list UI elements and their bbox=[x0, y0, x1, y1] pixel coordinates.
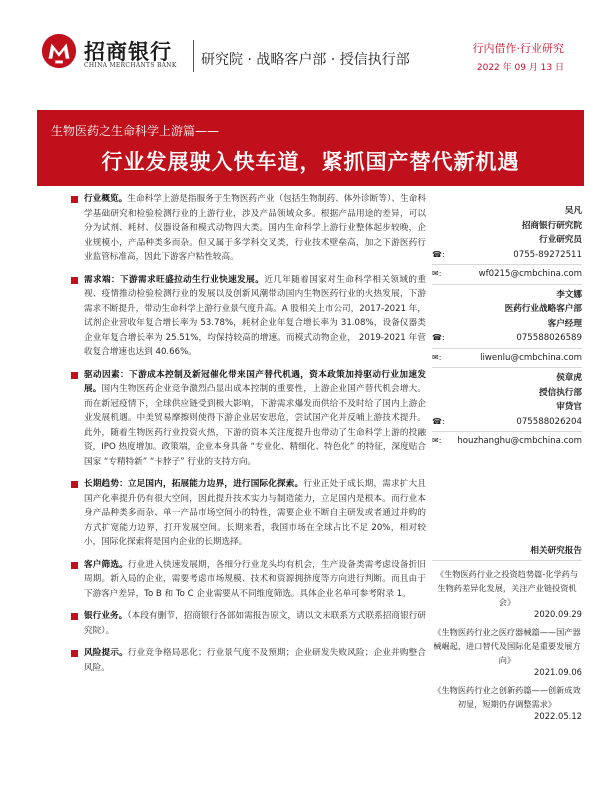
analyst-title: 行业研究员 bbox=[539, 235, 582, 245]
paragraph-text: （本段有删节，招商银行各部如需报告原文，请以文末联系方式联系招商银行研究院）。 bbox=[84, 611, 426, 636]
cmb-logo-icon bbox=[40, 32, 78, 70]
related-report-title[interactable]: 《生物医药行业之投资趋势篇-化学药与生物药差异化发展，关注产业链投资机会》 bbox=[435, 569, 579, 607]
related-reports bbox=[432, 544, 582, 727]
title-banner bbox=[37, 110, 584, 186]
summary-paragraph-overview bbox=[70, 192, 426, 265]
analyst-card bbox=[432, 204, 582, 285]
analyst-email-row bbox=[432, 434, 582, 449]
analyst-org: 授信执行部 bbox=[539, 387, 582, 398]
summary-column bbox=[70, 192, 426, 683]
divider bbox=[432, 264, 582, 265]
paragraph-text: 行业进入快速发展期，各细分行业龙头均有机会，生产设备类需考虑设备折旧周期。新入局的企业，需要考虑市场规模、技术和资源拥挤度等方向进行判断。而且由于下游客户差异，To B 和 To C 企业需要从不同维度筛选。具体企业名单可参考附录 1。 bbox=[84, 559, 426, 599]
divider bbox=[432, 348, 582, 349]
analyst-org: 招商银行研究院 bbox=[521, 220, 582, 231]
related-report-date: 2021.09.06 bbox=[534, 667, 582, 677]
logo-text-en: CHINA MERCHANTS BANK bbox=[84, 62, 177, 69]
analyst-email-row bbox=[432, 267, 582, 282]
paragraph-lead: 需求端：下游需求旺盛拉动生行业快速发展。 bbox=[84, 274, 265, 285]
bullet-square-icon bbox=[71, 562, 78, 569]
analyst-card bbox=[432, 371, 582, 449]
paragraph-text: 近几年随着国家对生命科学相关领域的重视、疫情推动检验检测行业的发展以及创新风潮带动国内生物医药行业的火热发展，下游需求不断提升，带动生命科学上游行业景气度升高。A 股相关上市公司，2017-2021 年，试剂企业营收年复合增长率为 53.78%，耗材企业年复合增长率为 31.08%，设备仪器类企业年复合增长率为 25.51%，均保持较高的增速。而模式动物企业， 2019-2021 年营收复合增速也达到 40.66%。 bbox=[84, 274, 426, 357]
analyst-email[interactable]: liwenlu@cmbchina.com bbox=[480, 352, 582, 363]
analyst-title: 客户经理 bbox=[547, 318, 582, 329]
report-date: 2022 年 09 月 13 日 bbox=[476, 63, 564, 73]
paragraph-text: 生命科学上游是指服务于生物医药产业（包括生物制药、体外诊断等）、生命科学基础研究和检验检测行业的上游行业，涉及产品领域众多。根据产品用途的差异，可以分为试剂、耗材、仪器设备和模式动物四大类。国内生命科学上游行业整体起步较晚，企业规模小，产品种类多而杂。但又属于多学科交叉类，行业技术壁垒高，加之下游医药行业监管标准高，因此下游客户粘性较高。 bbox=[84, 194, 426, 262]
summary-paragraph-risk bbox=[70, 646, 426, 675]
analyst-phone-row bbox=[432, 331, 582, 346]
email-icon: ✉: bbox=[432, 352, 442, 362]
paragraph-lead: 银行业务。 bbox=[84, 611, 128, 621]
paragraph-text: 行业竞争格局恶化；行业景气度不及预期；企业研发失败风险；企业并购整合风险。 bbox=[84, 648, 426, 673]
related-report-date: 2022.05.12 bbox=[534, 711, 582, 721]
phone-icon: ☎: bbox=[432, 416, 445, 426]
summary-paragraph-client-screening bbox=[70, 558, 426, 602]
summary-paragraph-banking bbox=[70, 609, 426, 638]
phone-icon: ☎: bbox=[432, 333, 445, 342]
report-type: 行内借作·行业研究 bbox=[472, 42, 564, 55]
analyst-card bbox=[432, 288, 582, 369]
email-icon: ✉: bbox=[432, 269, 442, 278]
paragraph-lead: 长期趋势：立足国内，拓展能力边界，进行国际化探索。 bbox=[84, 479, 304, 489]
analyst-phone: 075588026589 bbox=[516, 333, 582, 343]
analyst-phone-row bbox=[432, 415, 582, 430]
paragraph-lead: 行业概览。 bbox=[84, 194, 128, 204]
paragraph-text: 国内生物医药企业竞争激烈凸显出成本控制的重要性，上游企业国产替代机会增大。而在新冠疫情下，全球供应链受到极大影响，下游需求爆发而供给不及时给了国内上游企业发展机遇。中美贸易摩擦则使得下游企业居安思危，尝试国产化并反哺上游技术提升。此外，随着生物医药行业投资火热，下游的资本关注度提升也带动了生命科学上游的投融资，IPO 热度增加。政策端，企业本身具备 “专业化、精细化、特色化” 的特征，深度贴合国家 “专精特新” “卡脖子” 行业的支持方向。 bbox=[84, 384, 426, 467]
banner-subtitle: 生物医药之生命科学上游篇—— bbox=[51, 124, 220, 138]
header-divider bbox=[193, 40, 194, 72]
analyst-phone: 0755-89272511 bbox=[513, 249, 582, 260]
analyst-phone-row bbox=[432, 248, 582, 263]
logo-text-cn: 招商银行 bbox=[84, 40, 172, 64]
analyst-org: 医药行业战略客户部 bbox=[504, 304, 582, 314]
analyst-phone: 075588026204 bbox=[516, 416, 582, 427]
report-title: 行业发展驶入快车道，紧抓国产替代新机遇 bbox=[101, 150, 520, 174]
paragraph-lead: 客户筛选。 bbox=[84, 559, 128, 570]
paragraph-lead: 驱动因素：下游成本控制及新冠催化带来国产替代机遇，资本政策加持驱动行业加速发展。 bbox=[84, 369, 426, 394]
phone-icon: ☎: bbox=[432, 249, 445, 259]
email-icon: ✉: bbox=[432, 436, 442, 445]
bullet-square-icon bbox=[71, 372, 78, 379]
bullet-square-icon bbox=[71, 613, 78, 620]
analyst-email-row bbox=[432, 351, 582, 366]
analyst-sidebar bbox=[432, 204, 582, 452]
bullet-square-icon bbox=[71, 277, 78, 284]
department-line: 研究院 · 战略客户部 · 授信执行部 bbox=[201, 52, 410, 68]
related-report-date: 2020.09.29 bbox=[534, 609, 582, 619]
analyst-name: 李文娜 bbox=[556, 289, 582, 300]
report-header bbox=[0, 0, 600, 110]
summary-paragraph-trend bbox=[70, 477, 426, 550]
analyst-email[interactable]: houzhanghu@cmbchina.com bbox=[457, 436, 582, 446]
paragraph-text: 行业正处于成长期，需求扩大且国产化率提升仍有很大空间，因此提升技术实力与制造能力，立足国内是根本。而行业本身产品种类多而杂、单一产品市场空间小的特性，需要企业不断自主研发或者通过并购的方式扩宽能力边界，打开发展空间。长期来看，我国市场在全球占比不足 20%，相对较小，国际化探索将是国内企业的长期选择。 bbox=[84, 479, 426, 547]
related-reports-title: 相关研究报告 bbox=[530, 546, 582, 556]
divider bbox=[432, 560, 582, 561]
divider bbox=[432, 431, 582, 432]
divider bbox=[432, 284, 582, 285]
analyst-title: 审贷官 bbox=[556, 402, 582, 412]
analyst-name: 吴凡 bbox=[564, 206, 582, 216]
analyst-email[interactable]: wf0215@cmbchina.com bbox=[478, 269, 582, 279]
bullet-square-icon bbox=[71, 196, 78, 203]
summary-paragraph-drivers bbox=[70, 368, 426, 470]
divider bbox=[432, 367, 582, 368]
related-report-title[interactable]: 《生物医药行业之医疗器械篇——国产器械崛起，进口替代及国际化是重要发展方向》 bbox=[433, 627, 581, 665]
bullet-square-icon bbox=[71, 481, 78, 488]
paragraph-lead: 风险提示。 bbox=[84, 648, 128, 658]
summary-paragraph-demand bbox=[70, 273, 426, 360]
related-report-title[interactable]: 《生物医药行业之创新药篇——创新成效初显，短期仍存调整需求》 bbox=[433, 685, 581, 709]
bullet-square-icon bbox=[71, 650, 78, 657]
analyst-name: 侯章虎 bbox=[556, 373, 582, 383]
